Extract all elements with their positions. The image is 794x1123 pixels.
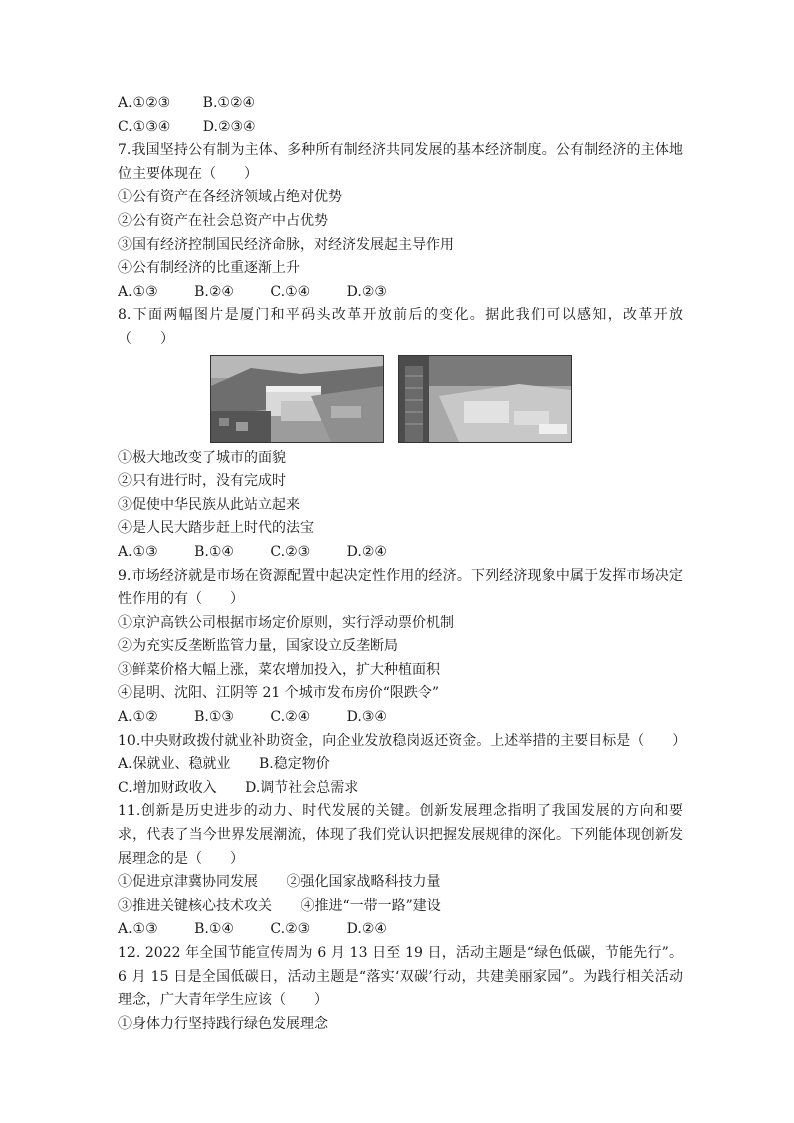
q8-photos <box>118 355 683 443</box>
q7-item-4: ④公有制经济的比重逐渐上升 <box>118 260 300 277</box>
q8-item-4: ④是人民大踏步赶上时代的法宝 <box>118 520 314 537</box>
q6-option-c[interactable]: C.①③④ <box>118 118 171 135</box>
q8-option-c[interactable]: C.②③ <box>270 543 311 560</box>
exam-page <box>118 92 687 1036</box>
q11-option-c[interactable]: C.②③ <box>270 921 311 938</box>
q8-option-b[interactable]: B.①④ <box>194 543 234 560</box>
q9-option-c[interactable]: C.②④ <box>270 709 311 726</box>
q10-option-a[interactable]: A.保就业、稳就业 <box>118 756 231 773</box>
q6-option-b[interactable]: B.①②④ <box>202 95 256 111</box>
q11-option-d[interactable]: D.②④ <box>346 921 387 938</box>
q8-option-a[interactable]: A.①③ <box>118 543 158 560</box>
q9-item-3: ③鲜菜价格大幅上涨，菜农增加投入，扩大种植面积 <box>118 661 440 678</box>
q9-option-b[interactable]: B.①③ <box>194 709 234 726</box>
q6-options-row-1 <box>118 92 683 116</box>
q11-stem: 11.创新是历史进步的动力、时代发展的关键。创新发展理念指明了我国发展的方向和要求，代表了当今世界发展潮流，体现了我们党认识把握发展规律的深化。下列能体现创新发展理念的是（ ） <box>118 803 683 867</box>
q7-option-a[interactable]: A.①③ <box>118 283 158 300</box>
q7-item-1: ①公有资产在各经济领域占绝对优势 <box>118 189 342 206</box>
q6-option-d[interactable]: D.②③④ <box>202 118 256 135</box>
q10-stem: 10.中央财政拨付就业补助资金，向企业发放稳岗返还资金。上述举措的主要目标是（ ） <box>118 732 687 749</box>
q6-options-row-2 <box>118 116 683 140</box>
q7-stem: 7.我国坚持公有制为主体、多种所有制经济共同发展的基本经济制度。公有制经济的主体地位主要体现在（ ） <box>118 142 683 182</box>
q12-item-1: ①身体力行坚持践行绿色发展理念 <box>118 1015 328 1032</box>
q8-item-2: ②只有进行时，没有完成时 <box>118 473 286 490</box>
q11-item-3: ③推进关键核心技术攻关 <box>118 897 272 914</box>
q9-options <box>118 706 683 730</box>
q9-stem: 9.市场经济就是市场在资源配置中起决定性作用的经济。下列经济现象中属于发挥市场决定性作用的有（ ） <box>118 567 683 608</box>
q9-item-1: ①京沪高铁公司根据市场定价原则，实行浮动票价机制 <box>118 614 454 631</box>
q11-option-a[interactable]: A.①③ <box>118 921 158 938</box>
q7-item-3: ③国有经济控制国民经济命脉，对经济发展起主导作用 <box>118 236 454 253</box>
q10-options-row-2 <box>118 777 683 801</box>
q11-item-2: ②强化国家战略科技力量 <box>286 874 441 891</box>
q10-option-c[interactable]: C.增加财政收入 <box>118 779 217 796</box>
q7-item-2: ②公有资产在社会总资产中占优势 <box>118 212 328 229</box>
q9-item-4: ④昆明、沈阳、江阴等 21 个城市发布房价“限跌令” <box>118 685 440 702</box>
q10-options-row-1 <box>118 753 683 777</box>
photo-after-reform <box>398 355 572 443</box>
q11-item-4: ④推进“一带一路”建设 <box>300 897 441 914</box>
q10-option-b[interactable]: B.稳定物价 <box>259 756 330 773</box>
q8-option-d[interactable]: D.②④ <box>346 543 387 560</box>
q8-stem: 8.下面两幅图片是厦门和平码头改革开放前后的变化。据此我们可以感知，改革开放（ ） <box>118 307 683 347</box>
q7-option-b[interactable]: B.②④ <box>194 283 234 300</box>
q12-stem: 12. 2022 年全国节能宣传周为 6 月 13 日至 19 日，活动主题是“绿色低碳，节能先行”。6 月 15 日是全国低碳日，活动主题是“落实‘双碳’行动，共建美丽家园”。为践行相关活动理念，广大青年学生应该（ ） <box>118 945 683 1009</box>
q11-options <box>118 918 683 942</box>
q8-options <box>118 541 683 565</box>
q7-option-c[interactable]: C.①④ <box>270 283 311 300</box>
q7-options <box>118 281 683 305</box>
q11-option-b[interactable]: B.①④ <box>194 921 234 938</box>
q11-items-row-2 <box>118 895 683 919</box>
q10-option-d[interactable]: D.调节社会总需求 <box>245 779 359 796</box>
q6-option-a[interactable]: A.①②③ <box>118 95 171 111</box>
q8-item-3: ③促使中华民族从此站立起来 <box>118 496 300 513</box>
q8-item-1: ①极大地改变了城市的面貌 <box>118 449 286 466</box>
q7-option-d[interactable]: D.②③ <box>346 283 387 300</box>
q9-item-2: ②为充实反垄断监管力量，国家设立反垄断局 <box>118 638 398 655</box>
q11-items-row-1 <box>118 871 683 895</box>
photo-before-reform <box>210 355 384 443</box>
q9-option-d[interactable]: D.③④ <box>346 709 387 726</box>
q9-option-a[interactable]: A.①② <box>118 709 158 726</box>
q11-item-1: ①促进京津冀协同发展 <box>118 874 258 891</box>
